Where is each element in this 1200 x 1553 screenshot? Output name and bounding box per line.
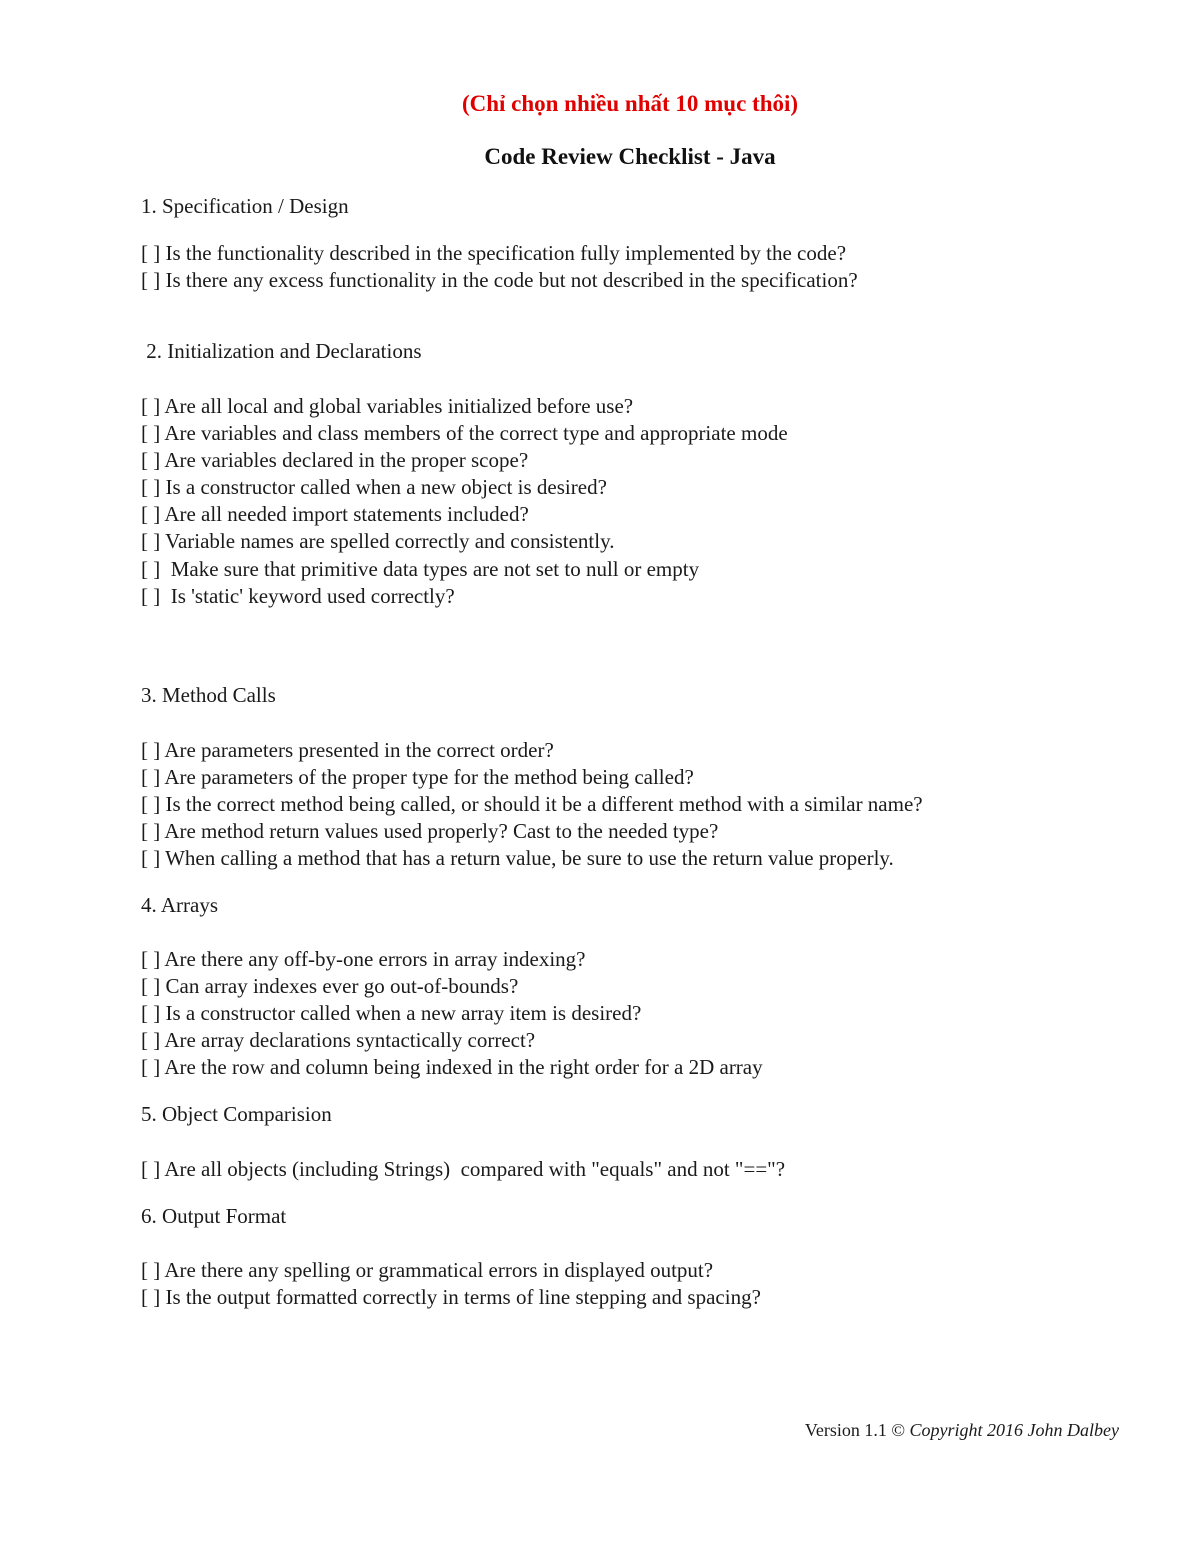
section-heading-arrays: 4. Arrays: [141, 893, 218, 917]
copyright-text: Copyright 2016 John Dalbey: [905, 1420, 1119, 1440]
checklist-item: [ ] Are variables declared in the proper scope?: [141, 448, 529, 472]
section-heading-output-format: 6. Output Format: [141, 1204, 287, 1228]
checklist-item: [ ] Is the correct method being called, or should it be a different method with a similar name?: [141, 792, 923, 816]
footer: [805, 1420, 1119, 1441]
section-heading-initialization: 2. Initialization and Declarations: [141, 339, 422, 363]
checklist-item: [ ] Is 'static' keyword used correctly?: [141, 584, 455, 608]
checklist-item: [ ] Are parameters presented in the correct order?: [141, 738, 554, 762]
checklist-item: [ ] Is there any excess functionality in the code but not described in the specification?: [141, 268, 858, 292]
checklist-item: [ ] Is the functionality described in the specification fully implemented by the code?: [141, 241, 847, 265]
section-heading-object-comparision: 5. Object Comparision: [141, 1102, 332, 1126]
checklist-item: [ ] Are parameters of the proper type for the method being called?: [141, 765, 694, 789]
checklist-item: [ ] Variable names are spelled correctly and consistently.: [141, 529, 615, 553]
checklist-item: [ ] Is the output formatted correctly in terms of line stepping and spacing?: [141, 1285, 761, 1309]
version-label: Version 1.1 ©: [804, 1420, 906, 1440]
checklist-item: [ ] Is a constructor called when a new object is desired?: [141, 475, 607, 499]
checklist-item: [ ] Are all local and global variables initialized before use?: [141, 394, 634, 418]
checklist-item: [ ] Make sure that primitive data types are not set to null or empty: [141, 557, 700, 581]
checklist-item: [ ] Are the row and column being indexed in the right order for a 2D array: [141, 1055, 763, 1079]
checklist-item: [ ] Are array declarations syntactically correct?: [141, 1028, 536, 1052]
checklist-item: [ ] Can array indexes ever go out-of-bounds?: [141, 974, 519, 998]
checklist-item: [ ] Is a constructor called when a new array item is desired?: [141, 1001, 642, 1025]
checklist-item: [ ] Are there any spelling or grammatical errors in displayed output?: [141, 1258, 714, 1282]
checklist-item: [ ] Are all objects (including Strings) compared with "equals" and not "=="?: [141, 1157, 786, 1181]
checklist-item: [ ] Are method return values used properly? Cast to the needed type?: [141, 819, 719, 843]
checklist-item: [ ] Are all needed import statements included?: [141, 502, 529, 526]
section-heading-specification: 1. Specification / Design: [141, 194, 349, 218]
section-heading-method-calls: 3. Method Calls: [141, 683, 276, 707]
checklist-item: [ ] Are there any off-by-one errors in array indexing?: [141, 947, 586, 971]
page-title: Code Review Checklist - Java: [484, 144, 776, 169]
checklist-item: [ ] When calling a method that has a return value, be sure to use the return value properly.: [141, 846, 894, 870]
instruction-note: (Chỉ chọn nhiều nhất 10 mục thôi): [461, 91, 799, 116]
checklist-item: [ ] Are variables and class members of the correct type and appropriate mode: [141, 421, 788, 445]
